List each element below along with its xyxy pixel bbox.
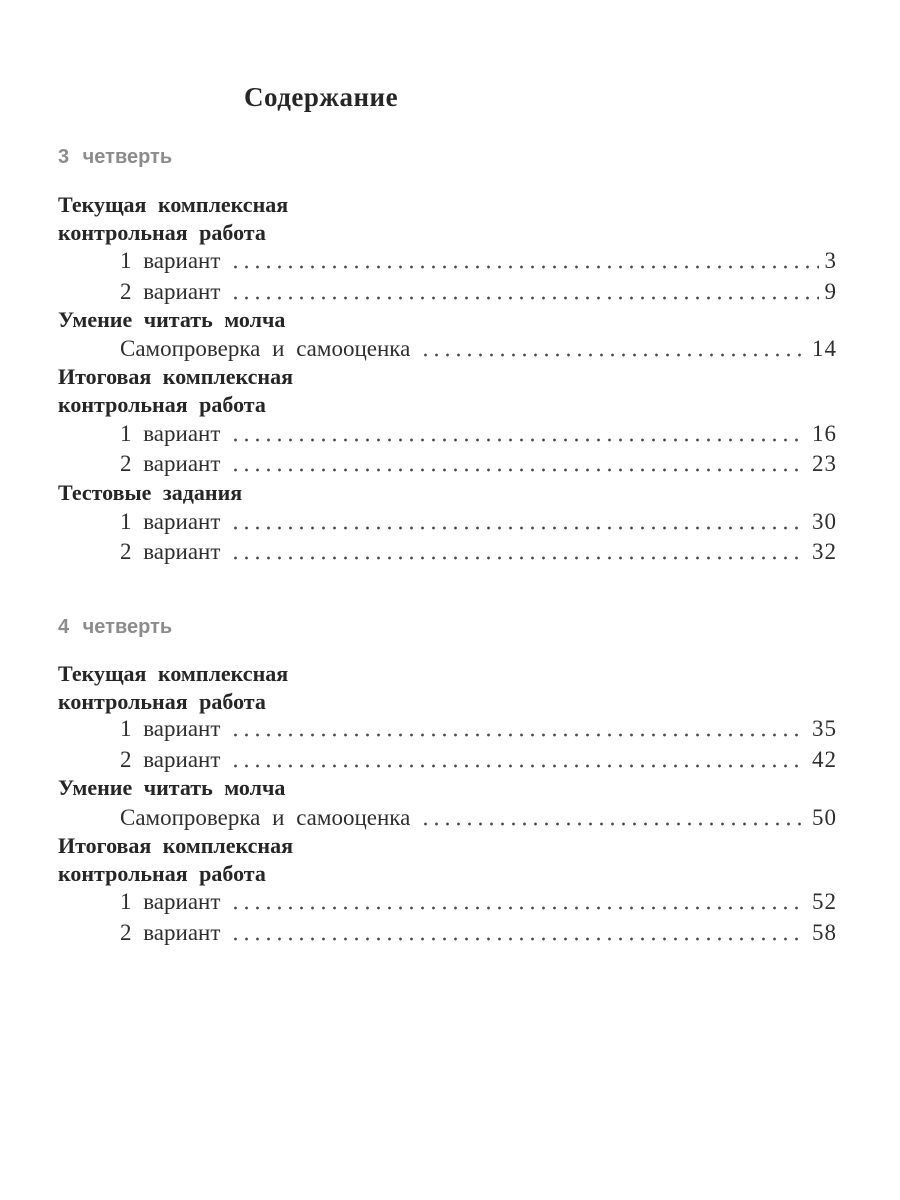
toc-entry-label: 1 вариант xyxy=(120,248,221,273)
section-heading-line: Умение читать молча xyxy=(58,307,286,332)
section-heading-line: контрольная работа xyxy=(58,220,266,245)
toc-entry[interactable] xyxy=(120,336,837,362)
toc-entry[interactable] xyxy=(120,920,837,946)
toc-entry-page: 35 xyxy=(812,716,837,741)
section-heading-line: Текущая комплексная xyxy=(58,661,289,686)
dot-leader xyxy=(230,764,806,768)
toc-entry-page: 3 xyxy=(824,248,837,273)
toc-entry-label: 2 вариант xyxy=(120,451,221,476)
toc-entry-page: 58 xyxy=(812,920,837,945)
dot-leader xyxy=(420,353,806,357)
dot-leader xyxy=(230,937,806,941)
toc-entry-page: 30 xyxy=(812,509,837,534)
dot-leader xyxy=(230,438,806,442)
toc-entry-label: 1 вариант xyxy=(120,716,221,741)
toc-entry-page: 32 xyxy=(812,539,837,564)
toc-entry[interactable] xyxy=(120,451,837,477)
toc-entry-label: 2 вариант xyxy=(120,279,221,304)
dot-leader xyxy=(230,296,818,300)
quarter-3-heading: 3 четверть xyxy=(58,146,173,168)
quarter-4-heading: 4 четверть xyxy=(58,616,173,638)
toc-entry[interactable] xyxy=(120,539,837,565)
toc-entry[interactable] xyxy=(120,747,837,773)
toc-entry-label: Самопроверка и самооценка xyxy=(120,805,411,830)
section-heading-line: Умение читать молча xyxy=(58,775,286,800)
toc-entry-label: 2 вариант xyxy=(120,539,221,564)
toc-entry[interactable] xyxy=(120,421,837,447)
toc-entry[interactable] xyxy=(120,889,837,915)
section-heading-line: контрольная работа xyxy=(58,392,266,417)
toc-entry-label: 1 вариант xyxy=(120,889,221,914)
toc-entry-label: Самопроверка и самооценка xyxy=(120,336,411,361)
toc-entry[interactable] xyxy=(120,248,837,274)
toc-entry-page: 14 xyxy=(812,336,837,361)
toc-entry[interactable] xyxy=(120,716,837,742)
section-heading-line: Итоговая комплексная xyxy=(58,833,294,858)
dot-leader xyxy=(230,556,806,560)
dot-leader xyxy=(230,526,806,530)
section-heading-line: Тестовые задания xyxy=(58,480,243,505)
toc-entry[interactable] xyxy=(120,805,837,831)
toc-entry-page: 52 xyxy=(812,889,837,914)
dot-leader xyxy=(230,468,806,472)
toc-entry-page: 50 xyxy=(812,805,837,830)
toc-entry[interactable] xyxy=(120,279,837,305)
section-heading xyxy=(58,306,285,334)
section-heading xyxy=(58,479,242,507)
section-heading-line: контрольная работа xyxy=(58,861,266,886)
dot-leader xyxy=(230,733,806,737)
toc-entry-label: 1 вариант xyxy=(120,509,221,534)
section-heading-line: контрольная работа xyxy=(58,689,266,714)
dot-leader xyxy=(230,265,818,269)
section-heading xyxy=(58,832,293,888)
section-heading xyxy=(58,191,288,247)
section-heading-line: Итоговая комплексная xyxy=(58,364,294,389)
toc-entry-page: 16 xyxy=(812,421,837,446)
dot-leader xyxy=(230,906,806,910)
toc-entry-label: 1 вариант xyxy=(120,421,221,446)
dot-leader xyxy=(420,822,806,826)
toc-entry-label: 2 вариант xyxy=(120,747,221,772)
section-heading xyxy=(58,774,285,802)
toc-entry-label: 2 вариант xyxy=(120,920,221,945)
toc-entry-page: 9 xyxy=(824,279,837,304)
toc-entry[interactable] xyxy=(120,509,837,535)
toc-entry-page: 23 xyxy=(812,451,837,476)
section-heading xyxy=(58,660,288,716)
page-title: Содержание xyxy=(244,82,399,112)
section-heading xyxy=(58,363,293,419)
toc-entry-page: 42 xyxy=(812,747,837,772)
section-heading-line: Текущая комплексная xyxy=(58,192,289,217)
